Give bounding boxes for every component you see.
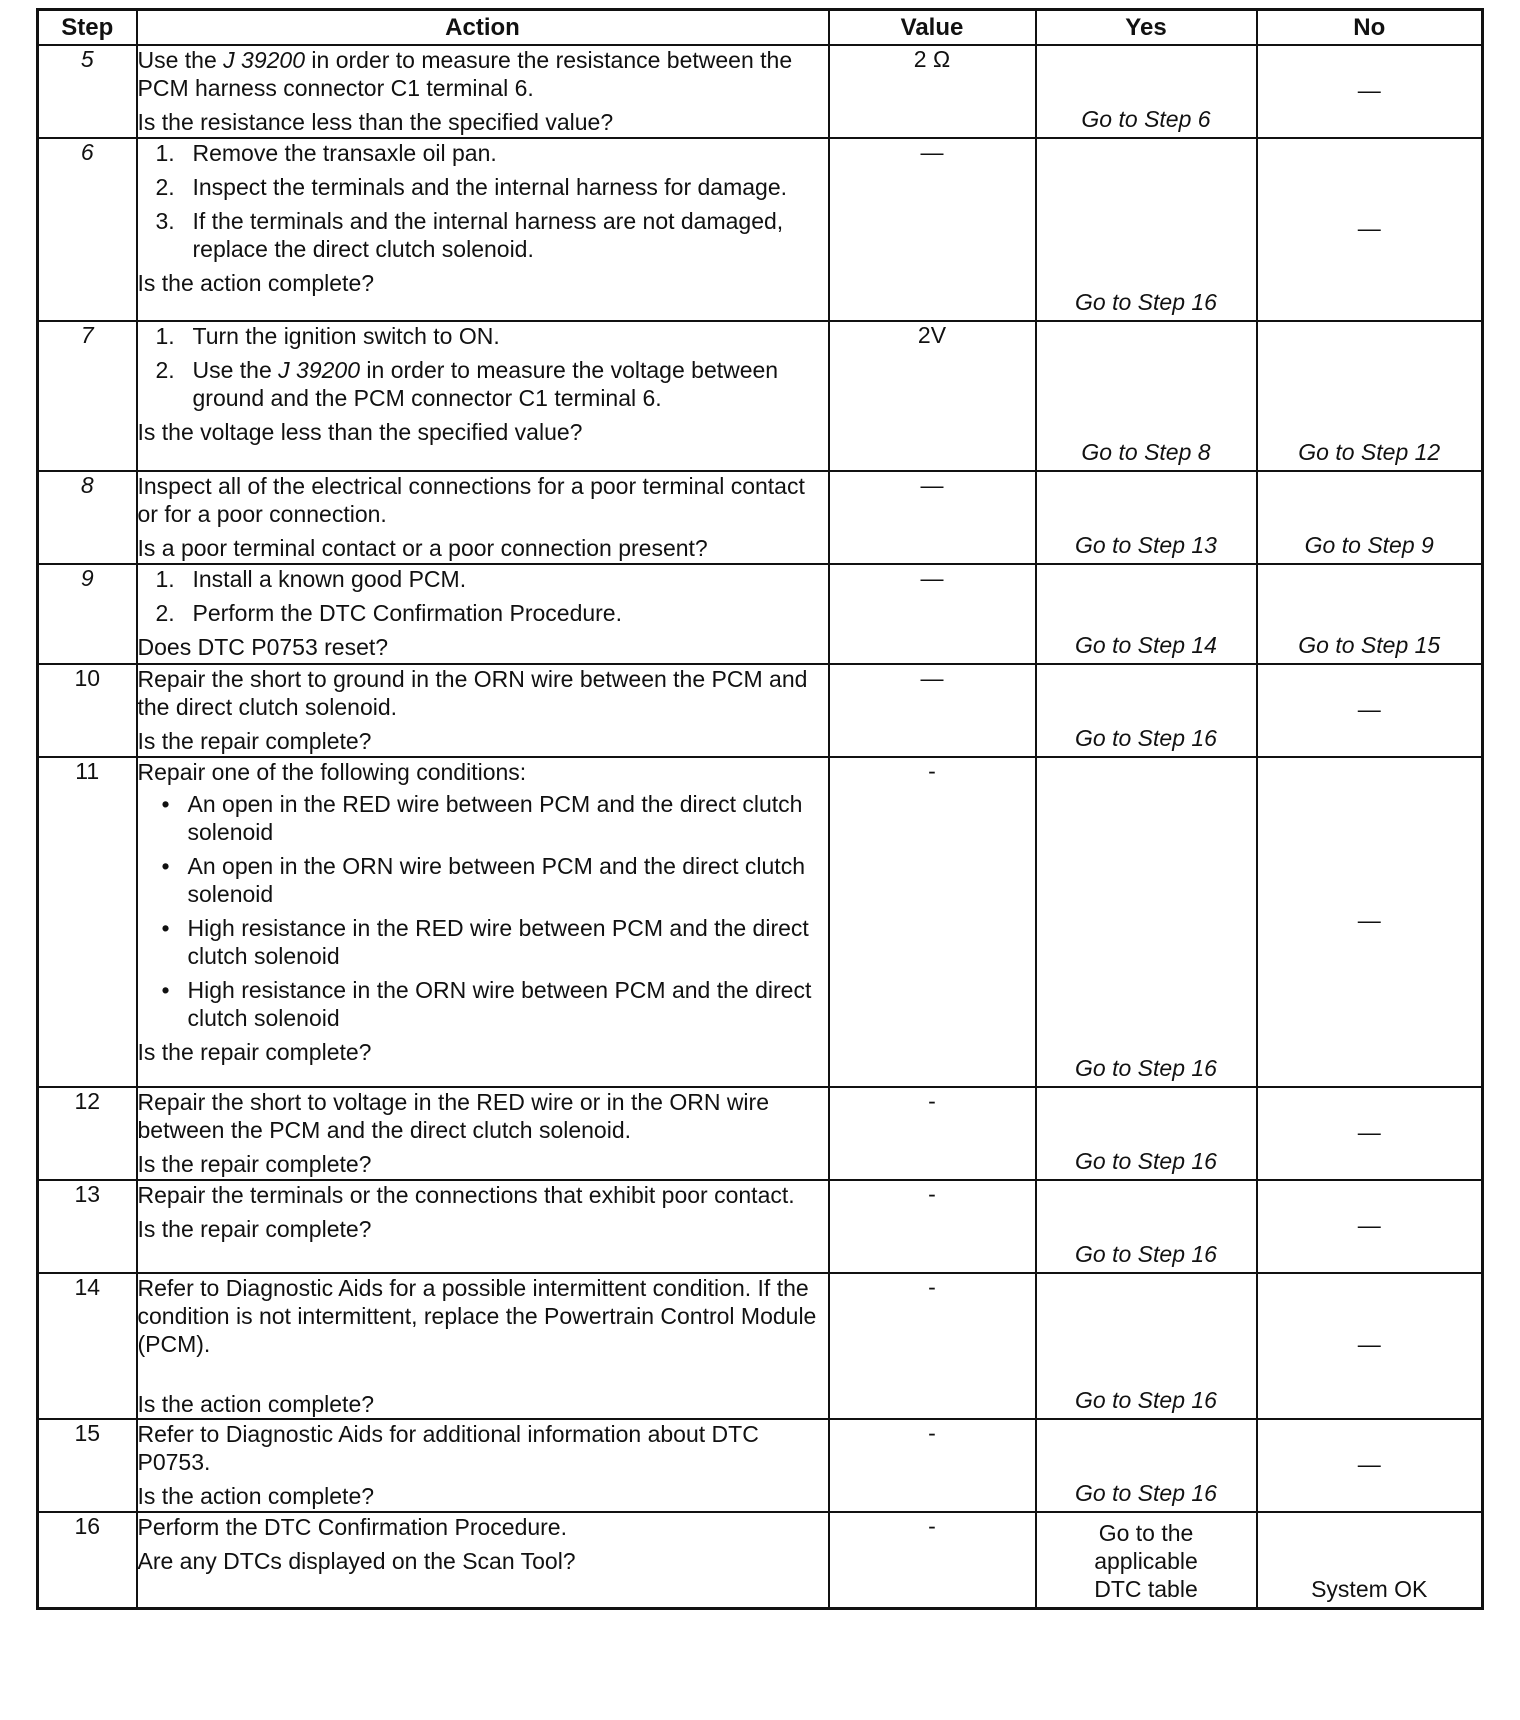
step-number: 16	[38, 1512, 137, 1608]
table-row	[38, 1087, 1483, 1180]
yes-cell	[1036, 1087, 1257, 1180]
action-cell	[137, 471, 829, 564]
action-question: Is the action complete?	[137, 270, 375, 296]
bullet-icon: •	[161, 977, 170, 1003]
action-question: Is the repair complete?	[137, 728, 372, 754]
step-number: 10	[38, 664, 137, 757]
no-cell	[1257, 564, 1483, 664]
step-number: 14	[38, 1273, 137, 1419]
list-item	[138, 976, 828, 1032]
go-to-step-link[interactable]: Go to Step 8	[1081, 439, 1211, 465]
action-question: Are any DTCs displayed on the Scan Tool?	[137, 1548, 576, 1574]
link-line: applicable	[1094, 1548, 1198, 1574]
no-cell	[1257, 1273, 1483, 1419]
bullet-icon: •	[161, 791, 170, 817]
go-to-step-link[interactable]: Go to Step 12	[1298, 439, 1441, 465]
value-cell: -	[829, 1180, 1036, 1273]
step-number: 13	[38, 1180, 137, 1273]
table-row	[38, 664, 1483, 757]
action-cell	[137, 757, 829, 1087]
no-cell	[1257, 757, 1483, 1087]
condition-list	[138, 790, 828, 1032]
action-question: Is the repair complete?	[137, 1151, 372, 1177]
action-cell	[137, 1512, 829, 1608]
list-item	[138, 914, 828, 970]
table-row	[38, 321, 1483, 471]
table-row	[38, 1273, 1483, 1419]
go-to-step-link[interactable]: Go to Step 6	[1081, 106, 1211, 132]
action-steps-list	[138, 565, 828, 627]
no-cell	[1257, 471, 1483, 564]
action-cell	[137, 321, 829, 471]
table-row	[38, 1512, 1483, 1608]
bullet-icon: •	[161, 853, 170, 879]
go-to-step-link[interactable]: Go to Step 16	[1075, 1241, 1217, 1267]
action-cell	[137, 138, 829, 321]
no-cell	[1257, 1512, 1483, 1608]
step-number: 7	[38, 321, 137, 471]
value-cell: -	[829, 1419, 1036, 1512]
action-text-part: in order to measure the resistance between the PCM harness connector C1 terminal 6.	[137, 47, 793, 101]
action-question: Is the voltage less than the specified value?	[137, 419, 583, 445]
list-text: High resistance in the ORN wire between PCM and the direct clutch solenoid	[187, 977, 812, 1031]
list-text: High resistance in the RED wire between PCM and the direct clutch solenoid	[187, 915, 809, 969]
yes-cell	[1036, 664, 1257, 757]
no-dash: —	[1357, 76, 1381, 103]
list-number: 1.	[155, 566, 175, 592]
list-text: Remove the transaxle oil pan.	[192, 140, 497, 166]
value-cell: -	[829, 1512, 1036, 1608]
table-row	[38, 1419, 1483, 1512]
value-cell: —	[829, 564, 1036, 664]
list-text: in order to measure the voltage between ground and the PCM connector C1 terminal 6.	[192, 357, 779, 411]
diagnostic-table	[36, 8, 1484, 1610]
list-text: An open in the ORN wire between PCM and the direct clutch solenoid	[187, 853, 805, 907]
action-text: Repair the short to ground in the ORN wire between the PCM and the direct clutch solenoid.	[137, 666, 808, 720]
go-to-step-link[interactable]: Go to Step 16	[1075, 1148, 1217, 1174]
system-ok-label: System OK	[1311, 1575, 1428, 1602]
go-to-step-link[interactable]: Go to Step 9	[1304, 532, 1434, 558]
action-text	[138, 46, 828, 102]
go-to-step-link[interactable]: Go to Step 14	[1075, 632, 1217, 658]
yes-cell	[1036, 757, 1257, 1087]
list-number: 2.	[155, 357, 175, 383]
no-dash: —	[1357, 1211, 1381, 1238]
step-number: 9	[38, 564, 137, 664]
list-number: 2.	[155, 600, 175, 626]
go-to-step-link[interactable]: Go to Step 16	[1075, 1055, 1217, 1081]
yes-cell	[1036, 1180, 1257, 1273]
action-text: Perform the DTC Confirmation Procedure.	[137, 1514, 567, 1540]
step-number: 6	[38, 138, 137, 321]
no-dash: —	[1357, 214, 1381, 241]
no-cell	[1257, 138, 1483, 321]
yes-cell	[1036, 1512, 1257, 1608]
table-row	[38, 138, 1483, 321]
diagnostic-table-sheet	[36, 8, 1481, 1610]
no-dash: —	[1357, 1118, 1381, 1145]
list-item	[138, 599, 828, 627]
no-cell	[1257, 321, 1483, 471]
no-cell	[1257, 664, 1483, 757]
step-number: 11	[38, 757, 137, 1087]
go-to-step-link[interactable]: Go to Step 16	[1075, 289, 1217, 315]
table-row	[38, 757, 1483, 1087]
go-to-dtc-table-link[interactable]	[1037, 1519, 1256, 1603]
action-steps-list	[138, 322, 828, 412]
list-text: Turn the ignition switch to ON.	[192, 323, 500, 349]
action-steps-list	[138, 139, 828, 263]
action-cell	[137, 564, 829, 664]
value-cell: -	[829, 1273, 1036, 1419]
action-text: Inspect all of the electrical connections for a poor terminal contact or for a poor connection.	[137, 473, 805, 527]
value-cell: -	[829, 757, 1036, 1087]
step-number: 5	[38, 45, 137, 138]
action-text-part: Use the	[137, 47, 224, 73]
go-to-step-link[interactable]: Go to Step 16	[1075, 1480, 1217, 1506]
list-text: Install a known good PCM.	[192, 566, 467, 592]
yes-cell	[1036, 1273, 1257, 1419]
table-row	[38, 1180, 1483, 1273]
list-text: If the terminals and the internal harness are not damaged, replace the direct clutch solenoid.	[192, 208, 784, 262]
value-cell: 2V	[829, 321, 1036, 471]
list-item	[138, 852, 828, 908]
yes-cell	[1036, 138, 1257, 321]
yes-cell	[1036, 321, 1257, 471]
action-question: Is a poor terminal contact or a poor connection present?	[137, 535, 708, 561]
action-cell	[137, 1273, 829, 1419]
action-text: Repair the short to voltage in the RED wire or in the ORN wire between the PCM and the direct clutch solenoid.	[137, 1089, 769, 1143]
table-row	[38, 471, 1483, 564]
list-text: An open in the RED wire between PCM and the direct clutch solenoid	[187, 791, 803, 845]
action-cell	[137, 1180, 829, 1273]
go-to-step-link[interactable]: Go to Step 16	[1075, 725, 1217, 751]
go-to-step-link[interactable]: Go to Step 15	[1298, 632, 1441, 658]
header-no: No	[1257, 10, 1483, 46]
list-number: 2.	[155, 174, 175, 200]
no-dash: —	[1357, 1331, 1381, 1358]
tool-number: J 39200	[223, 47, 306, 73]
go-to-step-link[interactable]: Go to Step 13	[1075, 532, 1217, 558]
value-cell: —	[829, 138, 1036, 321]
action-cell	[137, 1087, 829, 1180]
step-number: 8	[38, 471, 137, 564]
action-question: Is the action complete?	[137, 1391, 375, 1417]
action-text: Repair the terminals or the connections that exhibit poor contact.	[137, 1182, 795, 1208]
list-item	[138, 322, 828, 350]
list-item	[138, 173, 828, 201]
list-item	[138, 790, 828, 846]
link-line: DTC table	[1094, 1576, 1198, 1602]
action-text: Refer to Diagnostic Aids for a possible intermittent condition. If the condition is not intermittent, replace the Powertrain Control Module (PCM).	[137, 1275, 817, 1357]
link-line: Go to the	[1098, 1520, 1194, 1546]
list-number: 1.	[155, 323, 175, 349]
list-number: 1.	[155, 140, 175, 166]
action-text: Refer to Diagnostic Aids for additional information about DTC P0753.	[137, 1421, 759, 1475]
action-question: Is the repair complete?	[137, 1216, 372, 1242]
step-number: 15	[38, 1419, 137, 1512]
tool-number: J 39200	[278, 357, 361, 383]
action-question: Is the repair complete?	[137, 1039, 372, 1065]
list-item	[138, 356, 828, 412]
action-text: Repair one of the following conditions:	[137, 759, 527, 785]
list-text: Perform the DTC Confirmation Procedure.	[192, 600, 622, 626]
yes-cell	[1036, 45, 1257, 138]
table-row	[38, 564, 1483, 664]
list-text: Inspect the terminals and the internal harness for damage.	[192, 174, 788, 200]
list-item	[138, 565, 828, 593]
list-text: Use the	[192, 357, 279, 383]
go-to-step-link[interactable]: Go to Step 16	[1075, 1387, 1217, 1413]
no-dash: —	[1357, 1450, 1381, 1477]
no-cell	[1257, 1180, 1483, 1273]
yes-cell	[1036, 564, 1257, 664]
list-number: 3.	[155, 208, 175, 234]
table-row	[38, 45, 1483, 138]
no-dash: —	[1357, 907, 1381, 934]
no-cell	[1257, 1419, 1483, 1512]
no-dash: —	[1357, 695, 1381, 722]
header-action: Action	[137, 10, 829, 46]
action-cell	[137, 664, 829, 757]
no-cell	[1257, 1087, 1483, 1180]
action-question: Does DTC P0753 reset?	[137, 634, 389, 660]
list-item	[138, 139, 828, 167]
action-question: Is the resistance less than the specified value?	[137, 109, 614, 135]
step-number: 12	[38, 1087, 137, 1180]
header-row	[38, 10, 1483, 46]
value-cell: —	[829, 664, 1036, 757]
action-question: Is the action complete?	[137, 1483, 375, 1509]
header-step: Step	[38, 10, 137, 46]
list-item	[138, 207, 828, 263]
value-cell: -	[829, 1087, 1036, 1180]
bullet-icon: •	[161, 915, 170, 941]
action-cell	[137, 45, 829, 138]
value-cell: —	[829, 471, 1036, 564]
yes-cell	[1036, 471, 1257, 564]
no-cell	[1257, 45, 1483, 138]
value-cell: 2 Ω	[829, 45, 1036, 138]
header-yes: Yes	[1036, 10, 1257, 46]
header-value: Value	[829, 10, 1036, 46]
action-cell	[137, 1419, 829, 1512]
yes-cell	[1036, 1419, 1257, 1512]
